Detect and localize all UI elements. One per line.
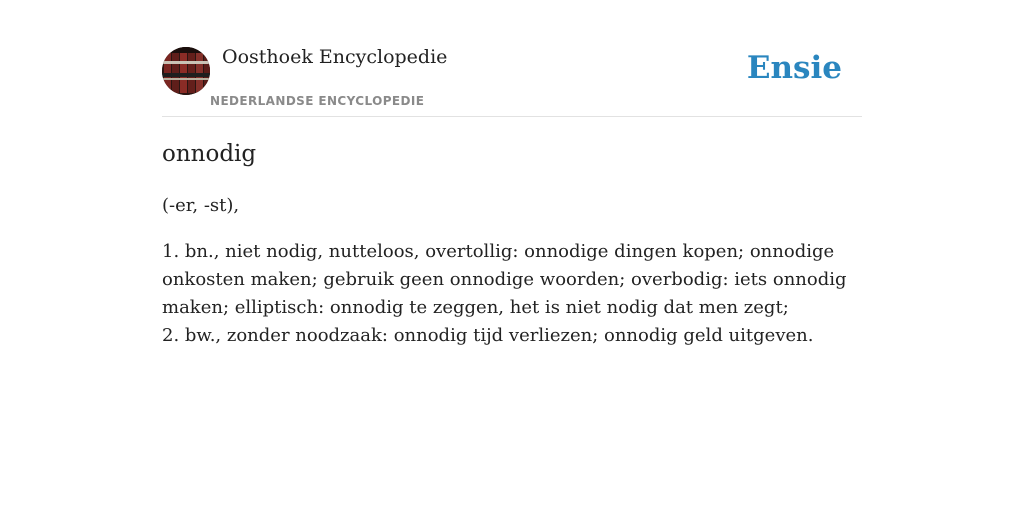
site-subtitle: NEDERLANDSE ENCYCLOPEDIE (210, 94, 425, 108)
entry (162, 138, 868, 350)
entry-forms: (-er, -st), (162, 195, 240, 216)
brand-logo-link[interactable]: Ensie (746, 50, 842, 86)
meaning-1: 1. bn., niet nodig, nutteloos, overtollig: onnodige dingen kopen; onnodige onkosten maken; gebruik geen onnodige woorden; overbodig: iets onnodig maken; elliptisch: onnodig te zeggen, het is niet nodig dat men zegt; (162, 241, 847, 318)
header (162, 44, 862, 117)
encyclopedia-books-avatar[interactable] (162, 47, 210, 95)
entry-meanings (162, 238, 868, 350)
entry-term: onnodig (162, 141, 257, 167)
meaning-2: 2. bw., zonder noodzaak: onnodig tijd verliezen; onnodig geld uitgeven. (162, 325, 814, 346)
site-name[interactable]: Oosthoek Encyclopedie (222, 46, 448, 68)
